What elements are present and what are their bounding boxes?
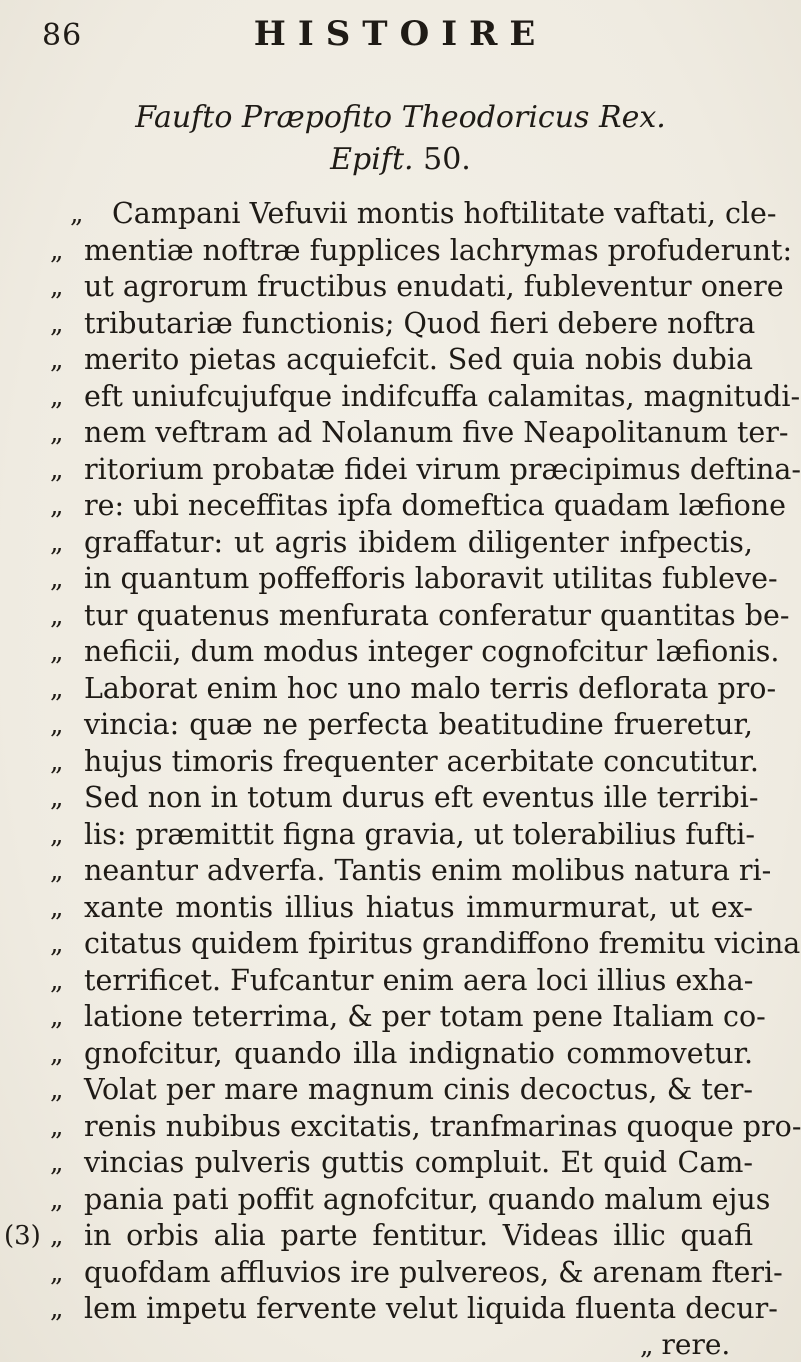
text-line (0, 598, 801, 635)
epistle-number: 50. (423, 142, 471, 177)
line-text: xante montis illius hiatus immurmurat, ut ex- (84, 890, 753, 924)
quote-mark: „ (70, 199, 84, 229)
quote-mark: „ (50, 381, 64, 412)
text-line (0, 1109, 801, 1146)
quote-mark: „ (50, 783, 64, 813)
text-line (0, 525, 801, 562)
quote-mark: „ (50, 454, 64, 485)
text-line (0, 452, 801, 489)
line-text: lis: præmittit figna gravia, ut tolerabilius fufti- (84, 817, 756, 851)
page-number: 86 (42, 18, 83, 53)
text-line (0, 1291, 801, 1328)
line-text: eft uniufcujufque indifcuffa calamitas, magnitudi- (84, 379, 801, 413)
quote-mark: „ (50, 235, 64, 266)
line-text: terrificet. Fufcantur enim aera loci illius exha- (84, 963, 754, 997)
line-text: vincia: quæ ne perfecta beatitudine frueretur, (84, 708, 753, 741)
letter-number (0, 142, 801, 177)
line-text: gnofcitur, quando illa indignatio commovetur. (84, 1036, 753, 1070)
quote-mark: „ (50, 1294, 64, 1324)
line-text: graffatur: ut agris ibidem diligenter infpectis, (84, 525, 753, 559)
quote-mark: „ (50, 1075, 64, 1105)
quote-mark: „ (50, 1038, 64, 1069)
line-text: Volat per mare magnum cinis decoctus, & ter- (84, 1073, 753, 1106)
line-text: ut agrorum fructibus enudati, fubleventur onere (84, 270, 784, 303)
text-line (0, 707, 801, 744)
text-line (0, 1145, 801, 1182)
line-text: nem veftram ad Nolanum five Neapolitanum ter- (84, 416, 789, 449)
quote-mark: „ (50, 308, 64, 339)
text-line (0, 379, 801, 416)
line-text: tributariæ functionis; Quod fieri debere noftra (84, 306, 756, 340)
letter-body (0, 196, 801, 1328)
text-line (0, 561, 801, 598)
quote-mark: „ (50, 527, 64, 558)
letter-heading: Faufto Præpofito Theodoricus Rex. (135, 100, 666, 135)
line-text: vincias pulveris guttis compluit. Et quid Cam- (84, 1146, 753, 1179)
line-text: neantur adverfa. Tantis enim molibus natura ri- (84, 854, 772, 887)
quote-mark: „ (50, 1148, 64, 1178)
margin-note: (3) (4, 1221, 41, 1251)
text-line (0, 1072, 801, 1109)
line-text: latione teterrima, & per totam pene Italiam co- (84, 1000, 766, 1033)
text-line (0, 306, 801, 343)
quote-mark: „ (50, 1002, 64, 1032)
line-text: Laborat enim hoc uno malo terris deflorata pro- (84, 671, 777, 705)
text-line (0, 963, 801, 1000)
text-line (0, 890, 801, 927)
text-line (0, 853, 801, 890)
running-title: HISTOIRE (253, 14, 548, 54)
quote-mark: „ (50, 1221, 64, 1251)
line-text: pania pati poffit agnofcitur, quando malum ejus (84, 1182, 771, 1216)
line-text: renis nubibus excitatis, tranfmarinas quoque pro- (84, 1109, 801, 1143)
text-line (0, 233, 801, 270)
quote-mark: „ (50, 856, 64, 886)
quote-mark: „ (50, 637, 64, 667)
text-line (0, 817, 801, 854)
text-line (0, 780, 801, 817)
quote-mark: „ (50, 491, 64, 521)
quote-mark: „ (50, 746, 64, 777)
text-line (0, 634, 801, 671)
quote-mark: „ (50, 345, 64, 375)
quote-mark: „ (50, 965, 64, 996)
text-line (0, 999, 801, 1036)
line-text: in quantum poffefforis laboravit utilitas fubleve- (84, 562, 778, 595)
running-head (0, 8, 801, 68)
quote-mark: „ (50, 892, 64, 923)
line-text: citatus quidem fpiritus grandiffono fremitu vicina (84, 927, 801, 960)
line-text: ritorium probatæ fidei virum præcipimus deftina- (84, 452, 801, 486)
line-text: in orbis alia parte fentitur. Videas illic quafi (84, 1219, 753, 1252)
quote-mark: „ (50, 929, 64, 959)
text-line (0, 671, 801, 708)
line-text: Campani Vefuvii montis hoftilitate vaftati, cle- (112, 197, 777, 230)
quote-mark: „ (50, 1257, 64, 1288)
quote-mark: „ (50, 1111, 64, 1142)
quote-mark: „ (50, 564, 64, 594)
line-text: tur quatenus menfurata conferatur quantitas be- (84, 598, 790, 632)
quote-mark: „ (640, 1331, 654, 1361)
text-line (0, 342, 801, 379)
line-text: mentiæ noftræ fupplices lachrymas profuderunt: (84, 233, 793, 267)
quote-mark: „ (50, 673, 64, 704)
text-line (0, 1255, 801, 1292)
text-line (0, 1182, 801, 1219)
line-text: re: ubi neceffitas ipfa domeftica quadam læfione (84, 489, 787, 522)
text-line (0, 269, 801, 306)
text-line (0, 1218, 801, 1255)
catchword-text: rere. (661, 1328, 731, 1361)
text-line (0, 196, 801, 233)
epistle-label: Epift. (330, 142, 414, 177)
quote-mark: „ (50, 272, 64, 302)
catchword (640, 1328, 730, 1361)
quote-mark: „ (50, 819, 64, 850)
line-text: lem impetu fervente velut liquida fluenta decur- (84, 1292, 778, 1325)
text-line (0, 744, 801, 781)
quote-mark: „ (50, 418, 64, 448)
text-line (0, 926, 801, 963)
text-line (0, 488, 801, 525)
line-text: hujus timoris frequenter acerbitate concutitur. (84, 744, 759, 778)
line-text: merito pietas acquiefcit. Sed quia nobis dubia (84, 343, 753, 376)
line-text: neficii, dum modus integer cognofcitur læfionis. (84, 635, 780, 668)
text-line (0, 1036, 801, 1073)
line-text: Sed non in totum durus eft eventus ille terribi- (84, 781, 759, 814)
quote-mark: „ (50, 600, 64, 631)
line-text: quofdam affluvios ire pulvereos, & arenam fteri- (84, 1255, 783, 1289)
quote-mark: „ (50, 710, 64, 740)
text-line (0, 415, 801, 452)
quote-mark: „ (50, 1184, 64, 1215)
